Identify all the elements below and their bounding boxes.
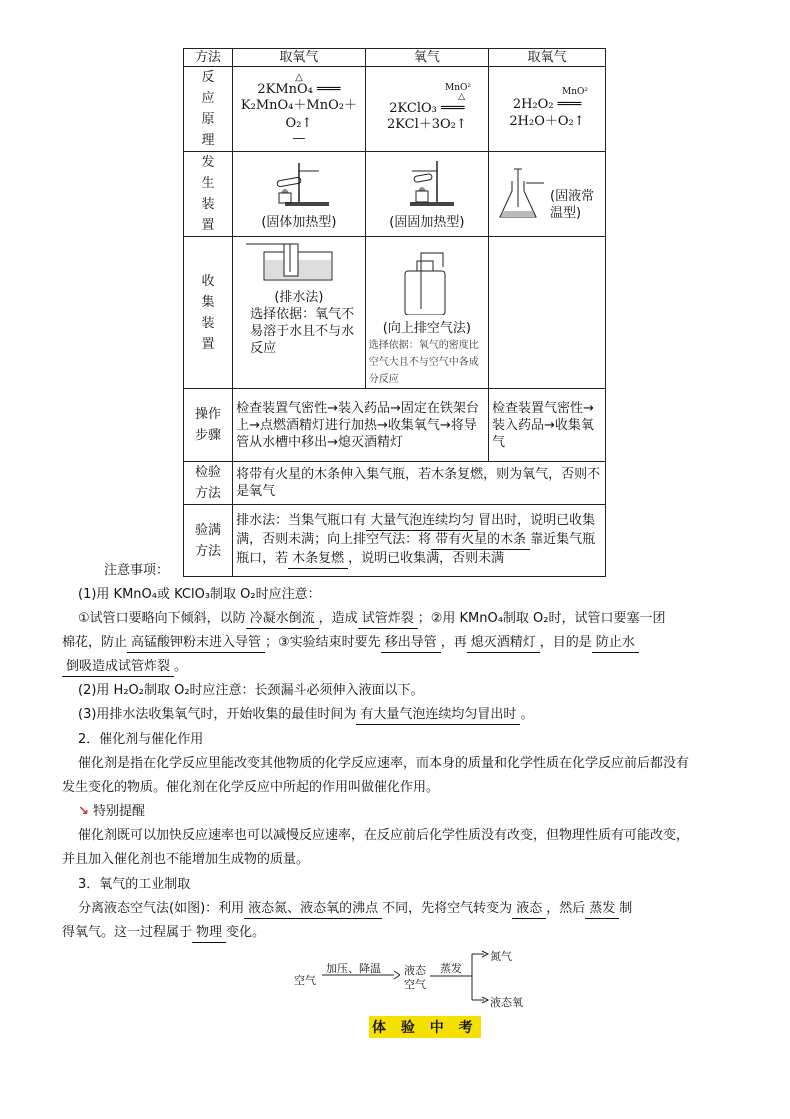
diagram-liquid-air: 液态空气 [404, 964, 426, 991]
diagram-o2: 液态氧 [490, 996, 523, 1009]
note-1-title: (1)用 KMnO₄或 KClO₃制取 O₂时应注意： [78, 587, 321, 602]
arrow-down-right-icon: ↘ [78, 804, 89, 819]
row-label-steps: 操作步骤 [184, 389, 233, 462]
industrial-heading: 3．氧气的工业制取 [78, 877, 191, 892]
solid-heating-apparatus-image [259, 157, 339, 209]
header-method: 方法 [184, 49, 233, 67]
row-label-principle: 反应原理 [184, 67, 233, 152]
header-col1: 取氧气 [233, 49, 366, 67]
diagram-air: 空气 [294, 974, 316, 987]
arrow-right-icon [320, 968, 400, 982]
notes-title: 注意事项： [104, 563, 170, 578]
note-1-line2: 棉花，防止 高锰酸钾粉末进入导管 ；③实验结束时要先 移出导管 ，再 熄灭酒精灯 ，目的是 防止水 [62, 634, 639, 653]
check-method: 将带有火星的木条伸入集气瓶，若木条复燃，则为氧气，否则不是氧气 [233, 462, 606, 505]
branch-arrows-icon [430, 948, 490, 1008]
row-label-check: 检验方法 [184, 462, 233, 505]
collect-water: (排水法) 选择依据：氧气不易溶于水且不与水反应 [233, 237, 366, 389]
steps-room-temp: 检查装置气密性→装入药品→收集氧气 [489, 389, 606, 462]
catalyst-paragraph-1b: 发生变化的物质。催化剂在化学反应中所起的作用叫做催化作用。 [62, 780, 440, 795]
note-1-line3: 倒吸造成试管炸裂 。 [62, 658, 187, 677]
full-check-method: 排水法：当集气瓶口有 大量气泡连续均匀 冒出时，说明已收集满，否则未满；向上排空气法：将 带有火星的木条 靠近集气瓶瓶口，若 木条复燃 ，说明已收集满，否则未满 [233, 505, 606, 577]
header-col2: 氧气 [365, 49, 488, 67]
upward-air-bottle-image [369, 251, 481, 315]
row-label-device: 发生装置 [184, 152, 233, 237]
catalyst-heading: 2．催化剂与催化作用 [78, 732, 204, 747]
catalyst-paragraph-2: 催化剂既可以加快反应速率也可以减慢反应速率，在反应前后化学性质没有改变，但物理性质有可能改变， [78, 828, 690, 843]
air-separation-diagram [290, 948, 530, 1008]
section-title-exam: 体 验 中 考 [369, 1016, 481, 1038]
note-3: (3)用排水法收集氧气时，开始收集的最佳时间为 有大量气泡连续均匀冒出时 。 [78, 706, 533, 725]
diagram-evap: 蒸发 [440, 962, 462, 975]
equation-kclo3: MnO² △ 2KClO₃ ═══ 2KCl＋3O₂↑ [365, 67, 488, 152]
device-solid-liquid: (固液常温型) [489, 152, 606, 237]
equation-kmno4: △ 2KMnO₄ ═══ K₂MnO₄＋MnO₂＋O₂↑ — [233, 67, 366, 152]
diagram-step1: 加压、降温 [326, 962, 381, 975]
erlenmeyer-flask-image [492, 167, 550, 222]
catalyst-paragraph-1: 催化剂是指在化学反应里能改变其他物质的化学反应速率，而本身的质量和化学性质在化学反应前后都没有 [78, 756, 690, 771]
note-2: (2)用 H₂O₂制取 O₂时应注意：长颈漏斗必须伸入液面以下。 [78, 683, 424, 698]
header-col3: 取氧气 [489, 49, 606, 67]
row-label-collect: 收集装置 [184, 237, 233, 389]
steps-heating: 检查装置气密性→装入药品→固定在铁架台上→点燃酒精灯进行加热→收集氧气→将导管从水槽中移出→熄灭酒精灯 [233, 389, 489, 462]
row-label-full: 验满方法 [184, 505, 233, 577]
diagram-n2: 氮气 [490, 950, 512, 963]
collect-empty-cell [489, 237, 606, 389]
device-solid-heat: (固体加热型) [233, 152, 366, 237]
note-1-line1: ①试管口要略向下倾斜，以防 冷凝水倒流 ，造成 试管炸裂 ；②用 KMnO₄制取 O₂时，试管口要塞一团 [78, 610, 666, 629]
heating-apparatus-image [392, 157, 462, 209]
device-solid-solid-heat: (固固加热型) [365, 152, 488, 237]
collect-upward-air: (向上排空气法) 选择依据：氧气的密度比空气大且不与空气中各成分反应 [365, 237, 488, 389]
oxygen-lab-table [183, 48, 606, 577]
special-tip: ↘ 特别提醒 [78, 804, 146, 819]
industrial-line2: 得氧气。这一过程属于 物理 变化。 [62, 924, 265, 943]
catalyst-paragraph-2b: 并且加入催化剂也不能增加生成物的质量。 [62, 852, 310, 867]
industrial-line1: 分离液态空气法(如图)：利用 液态氮、液态氧的沸点 不同，先将空气转变为 液态 ，然后 蒸发 制 [78, 900, 632, 919]
water-displacement-image [236, 240, 356, 284]
equation-h2o2: MnO² 2H₂O₂ ═══ 2H₂O＋O₂↑ [489, 67, 606, 152]
